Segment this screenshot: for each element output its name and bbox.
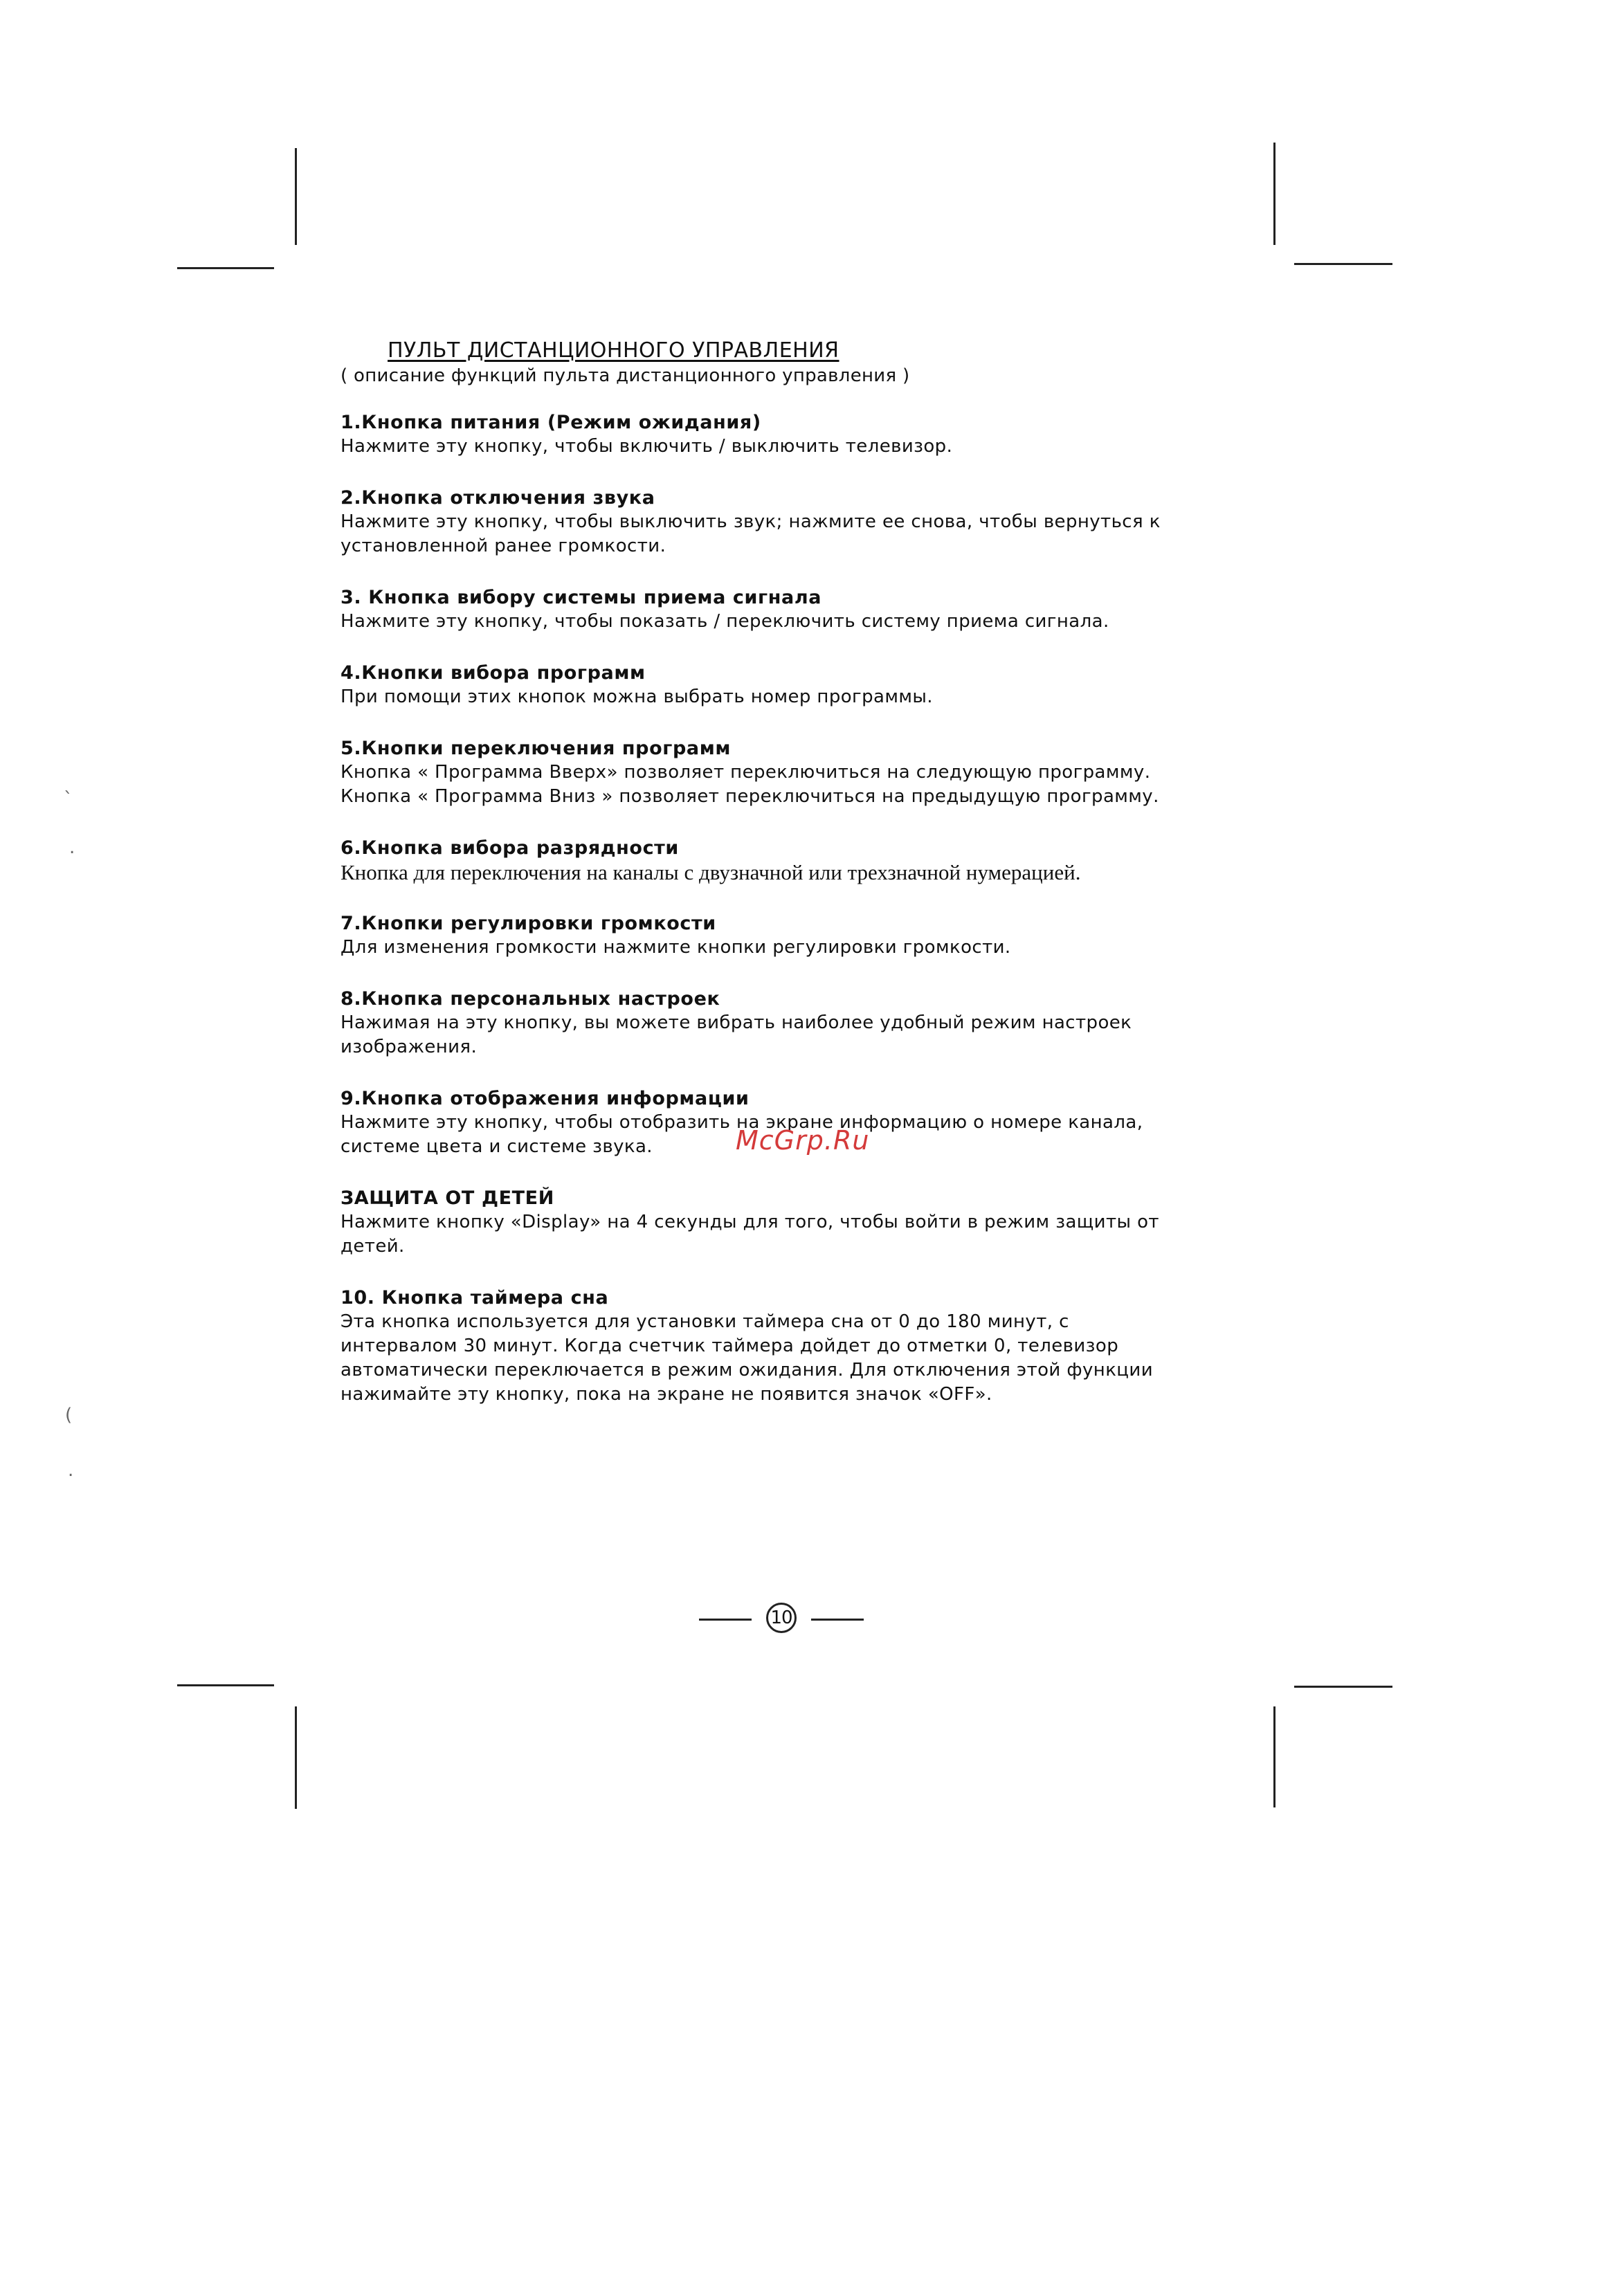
section-text: Нажмите эту кнопку, чтобы включить / выключить телевизор. [341, 436, 953, 457]
section-text: Кнопка « Программа Вниз » позволяет переключиться на предыдущую программу. [341, 786, 1159, 807]
section-text: нажимайте эту кнопку, пока на экране не появится значок «OFF». [341, 1384, 992, 1405]
section-digit-select-button [341, 837, 1240, 884]
page-number-footer [699, 1598, 872, 1640]
crop-mark-top-left-vertical [295, 148, 297, 245]
section-text: Для изменения громкости нажмите кнопки регулировки громкости. [341, 937, 1011, 958]
crop-mark-top-right-horizontal [1294, 263, 1392, 265]
section-text: Нажмите эту кнопку, чтобы выключить звук; нажмите ее снова, чтобы вернуться к [341, 511, 1161, 532]
page-number: 10 [766, 1603, 797, 1633]
section-title: 6.Кнопка вибора разрядности [341, 837, 679, 859]
section-personal-settings-button [341, 987, 1240, 1059]
section-title: 2.Кнопка отключения звука [341, 487, 655, 509]
section-signal-system-button [341, 586, 1240, 634]
crop-mark-top-left-horizontal [177, 267, 274, 269]
page-title: ПУЛЬТ ДИСТАНЦИОННОГО УПРАВЛЕНИЯ [388, 338, 839, 363]
section-title: 8.Кнопка персональных настроек [341, 988, 720, 1010]
crop-mark-bottom-right-vertical [1273, 1706, 1275, 1807]
section-title: 5.Кнопки переключения программ [341, 738, 732, 759]
page-number-rule-right [811, 1619, 864, 1621]
section-title: 3. Кнопка вибору системы приема сигнала [341, 587, 822, 608]
section-program-switch-buttons [341, 737, 1240, 809]
section-title: ЗАЩИТА ОТ ДЕТЕЙ [341, 1187, 554, 1209]
section-child-lock [341, 1187, 1240, 1259]
section-title: 1.Кнопка питания (Режим ожидания) [341, 412, 761, 433]
scan-mark: ` [64, 789, 73, 810]
section-text: При помощи этих кнопок можна выбрать номер программы. [341, 686, 933, 707]
section-text: детей. [341, 1236, 405, 1257]
watermark: McGrp.Ru [736, 1125, 870, 1156]
section-text: Нажмите эту кнопку, чтобы отобразить на экране информацию о номере канала, [341, 1112, 1143, 1133]
crop-mark-bottom-left-vertical [295, 1706, 297, 1809]
section-title: 7.Кнопки регулировки громкости [341, 913, 716, 934]
section-text: Нажмите кнопку «Display» на 4 секунды для того, чтобы войти в режим защиты от [341, 1212, 1159, 1232]
scan-mark: ( [65, 1405, 73, 1425]
section-text: системе цвета и системе звука. [341, 1136, 653, 1157]
section-text: автоматически переключается в режим ожидания. Для отключения этой функции [341, 1360, 1153, 1381]
section-title: 9.Кнопка отображения информации [341, 1088, 750, 1109]
section-text: установленной ранее громкости. [341, 536, 666, 556]
section-title: 10. Кнопка таймера сна [341, 1287, 609, 1309]
section-text: Нажмите эту кнопку, чтобы показать / переключить систему приема сигнала. [341, 611, 1109, 632]
page-number-rule-left [699, 1619, 752, 1621]
section-volume-buttons [341, 912, 1240, 960]
page-subtitle: ( описание функций пульта дистанционного управления ) [341, 365, 910, 386]
document-body [341, 338, 1240, 1407]
scan-mark: . [69, 837, 75, 858]
crop-mark-bottom-left-horizontal [177, 1684, 274, 1686]
section-text: Кнопка « Программа Вверх» позволяет переключиться на следующую программу. [341, 762, 1151, 783]
section-text: Кнопка для переключения на каналы с двузначной или трехзначной нумерацией. [341, 860, 1081, 884]
section-program-select-buttons [341, 662, 1240, 709]
crop-mark-top-right-vertical [1273, 143, 1275, 245]
section-text: интервалом 30 минут. Когда счетчик таймера дойдет до отметки 0, телевизор [341, 1336, 1119, 1356]
section-mute-button [341, 486, 1240, 558]
section-text: изображения. [341, 1037, 478, 1057]
section-text: Эта кнопка используется для установки таймера сна от 0 до 180 минут, с [341, 1311, 1069, 1332]
section-title: 4.Кнопки вибора программ [341, 662, 646, 684]
section-power-button [341, 411, 1240, 459]
scan-mark: . [68, 1460, 74, 1481]
section-sleep-timer-button [341, 1286, 1240, 1407]
crop-mark-bottom-right-horizontal [1294, 1686, 1392, 1688]
section-text: Нажимая на эту кнопку, вы можете вибрать наиболее удобный режим настроек [341, 1012, 1132, 1033]
